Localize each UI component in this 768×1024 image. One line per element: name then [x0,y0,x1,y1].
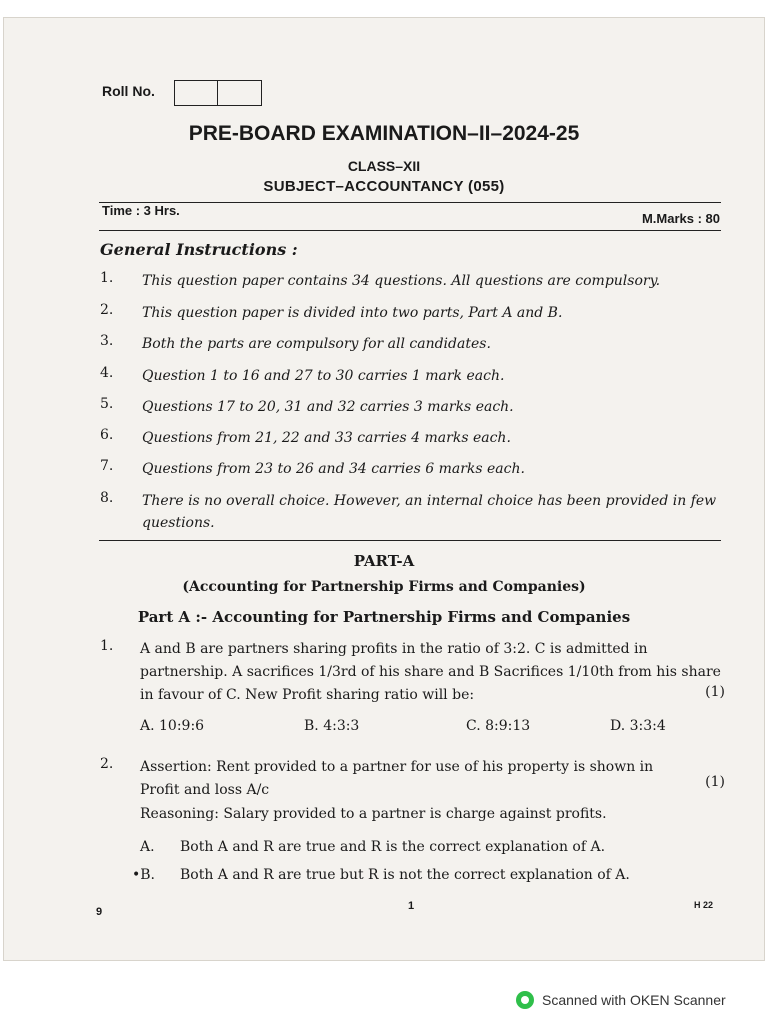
option-a: A. 10:9:6 [140,718,205,734]
assertion-text: Assertion: Rent provided to a partner for use of his property is shown in Profit and loss A/c [140,759,654,798]
instruction-number: 1. [100,270,114,286]
header-rule-top [99,202,721,203]
option-c: C. 8:9:13 [466,718,531,734]
question-2 [100,756,725,806]
instruction-text: Both the parts are compulsory for all candidates. [142,336,491,352]
reasoning-line [140,806,725,826]
section-rule [99,540,721,541]
max-marks-label: M.Marks : 80 [641,211,720,226]
scanner-logo-icon [516,991,534,1009]
instruction-text: Questions from 21, 22 and 33 carries 4 marks each. [142,430,511,446]
reasoning-text: Reasoning: Salary provided to a partner is charge against profits. [140,806,607,822]
question-marks: (1) [705,774,725,790]
roll-number-label: Roll No. [102,83,155,99]
instruction-item [100,302,730,326]
page-number: 1 [408,900,415,912]
instruction-text: There is no overall choice. However, an internal choice has been provided in few questions. [142,493,717,531]
header-rule-bottom [99,230,721,231]
instructions-heading: General Instructions : [100,240,298,259]
instruction-text: Questions 17 to 20, 31 and 32 carries 3 marks each. [142,399,514,415]
instruction-number: 3. [100,333,114,349]
instruction-item [100,490,730,536]
instruction-text: Question 1 to 16 and 27 to 30 carries 1 mark each. [142,368,505,384]
exam-title: PRE-BOARD EXAMINATION–II–2024-25 [188,122,580,145]
question-text: A and B are partners sharing profits in the ratio of 3:2. C is admitted in partnership. A sacrifices 1/3rd of his share and B Sacrifices 1/10th from his share in favour of C. New Profit sharing ratio will be: [140,641,721,703]
paper-code: H 22 [694,900,714,910]
instruction-number: 4. [100,365,114,381]
question-number: 1. [100,638,114,654]
option-d: D. 3:3:4 [610,718,666,734]
instruction-text: This question paper is divided into two parts, Part A and B. [142,305,563,321]
exam-paper [4,18,764,960]
part-heading: Part A :- Accounting for Partnership Firms and Companies [137,608,631,626]
question-marks: (1) [705,684,725,700]
instruction-number: 2. [100,302,114,318]
question-1 [100,638,725,710]
question-2-option [140,839,725,859]
instruction-item [100,458,730,482]
option-text: Both A and R are true but R is not the correct explanation of A. [180,867,630,883]
instruction-item [100,333,730,357]
part-title: PART-A [353,552,415,570]
option-text: Both A and R are true and R is the correct explanation of A. [180,839,606,855]
instruction-number: 8. [100,490,114,506]
question-2-option [132,867,725,887]
instruction-number: 5. [100,396,114,412]
question-1-options [140,718,720,738]
scanner-text: Scanned with OKEN Scanner [542,992,726,1008]
instruction-number: 6. [100,427,114,443]
option-label: •B. [132,867,155,883]
option-label: A. [140,839,155,855]
option-b: B. 4:3:3 [304,718,360,734]
class-label: CLASS–XII [347,158,421,174]
roll-number-box [174,80,262,106]
footer-left-number: 9 [96,906,103,918]
instruction-text: This question paper contains 34 questions. All questions are compulsory. [142,273,661,289]
part-subtitle: (Accounting for Partnership Firms and Companies) [182,579,586,595]
time-label: Time : 3 Hrs. [102,203,180,218]
instruction-text: Questions from 23 to 26 and 34 carries 6 marks each. [142,461,525,477]
instruction-item [100,365,730,389]
subject-label: SUBJECT–ACCOUNTANCY (055) [263,178,505,195]
question-number: 2. [100,756,114,772]
instruction-number: 7. [100,458,114,474]
instruction-item [100,396,730,420]
instruction-item [100,270,730,294]
instruction-item [100,427,730,451]
